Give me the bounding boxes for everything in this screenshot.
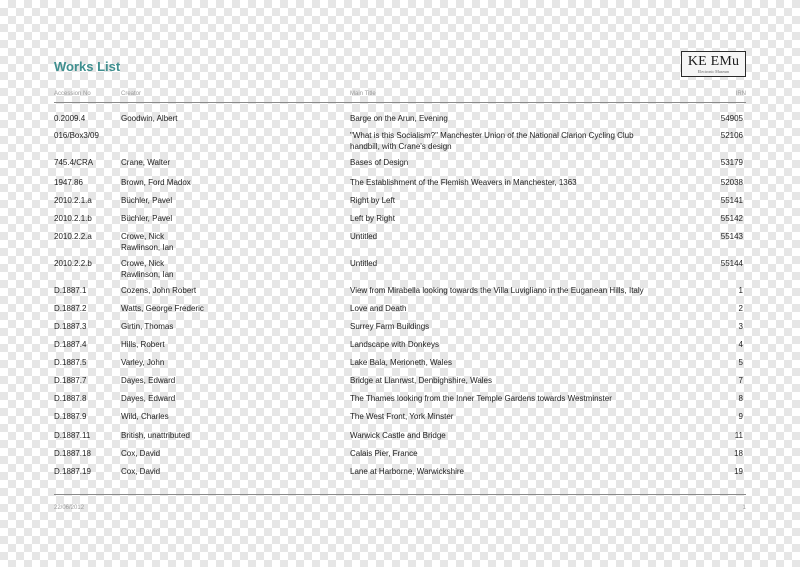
accession-number-cell: 2010.2.1.a <box>54 196 92 205</box>
main-title-cell: Warwick Castle and Bridge <box>350 431 446 440</box>
creator-cell: Rawlinson, Ian <box>121 243 174 252</box>
creator-cell: British, unattributed <box>121 431 190 440</box>
creator-cell: Büchler, Pavel <box>121 214 173 223</box>
irn-cell: 53179 <box>720 158 743 167</box>
irn-cell: 19 <box>734 467 743 476</box>
irn-cell: 2 <box>738 304 743 313</box>
main-title-cell: Lane at Harborne, Warwickshire <box>350 467 464 476</box>
irn-cell: 52038 <box>720 178 743 187</box>
column-header-title: Main Title <box>350 91 376 97</box>
creator-cell: Wild, Charles <box>121 412 169 421</box>
irn-cell: 4 <box>738 340 743 349</box>
main-title-cell: The West Front, York Minster <box>350 412 454 421</box>
page-title: Works List <box>54 59 121 74</box>
creator-cell: Crowe, Nick <box>121 259 165 268</box>
footer-date: 22/06/2012 <box>54 505 85 511</box>
main-title-cell: Barge on the Arun, Evening <box>350 114 448 123</box>
main-title-cell: Right by Left <box>350 196 395 205</box>
main-title-cell: The Thames looking from the Inner Temple Gardens towards Westminster <box>350 394 612 403</box>
irn-cell: 52106 <box>720 131 743 140</box>
irn-cell: 55141 <box>720 196 743 205</box>
creator-cell: Dayes, Edward <box>121 394 176 403</box>
accession-number-cell: D.1887.2 <box>54 304 87 313</box>
accession-number-cell: 0.2009.4 <box>54 114 86 123</box>
accession-number-cell: 2010.2.2.b <box>54 259 92 268</box>
accession-number-cell: D.1887.9 <box>54 412 87 421</box>
irn-cell: 9 <box>738 412 743 421</box>
accession-number-cell: 016/Box3/09 <box>54 131 99 140</box>
creator-cell: Hills, Robert <box>121 340 165 349</box>
accession-number-cell: D.1887.19 <box>54 467 91 476</box>
accession-number-cell: D.1887.4 <box>54 340 87 349</box>
main-title-cell: Love and Death <box>350 304 407 313</box>
creator-cell: Cozens, John Robert <box>121 286 197 295</box>
irn-cell: 5 <box>738 358 743 367</box>
irn-cell: 18 <box>734 449 743 458</box>
creator-cell: Goodwin, Albert <box>121 114 178 123</box>
main-title-cell: Bridge at Llanrwst, Denbighshire, Wales <box>350 376 492 385</box>
creator-cell: Rawlinson, Ian <box>121 270 174 279</box>
creator-cell: Dayes, Edward <box>121 376 176 385</box>
irn-cell: 7 <box>738 376 743 385</box>
main-title-cell: Untitled <box>350 259 378 268</box>
creator-cell: Cox, David <box>121 449 161 458</box>
accession-number-cell: 745.4/CRA <box>54 158 94 167</box>
accession-number-cell: 1947.86 <box>54 178 83 187</box>
main-title-cell: Left by Right <box>350 214 395 223</box>
logo-text: KE EMu <box>687 54 740 69</box>
main-title-cell: Surrey Farm Buildings <box>350 322 430 331</box>
main-title-cell: Untitled <box>350 232 378 241</box>
accession-number-cell: D.1887.3 <box>54 322 87 331</box>
footer-divider <box>54 494 746 495</box>
accession-number-cell: D.1887.1 <box>54 286 87 295</box>
creator-cell: Girtin, Thomas <box>121 322 174 331</box>
accession-number-cell: D.1887.5 <box>54 358 87 367</box>
accession-number-cell: D.1887.7 <box>54 376 87 385</box>
creator-cell: Cox, David <box>121 467 161 476</box>
main-title-cell: Lake Bala, Merioneth, Wales <box>350 358 452 367</box>
column-header-irn: IRN <box>735 91 746 97</box>
footer-page-number: 1 <box>742 505 746 511</box>
logo-subtext: Electronic Museum <box>697 69 730 74</box>
column-header-creator: Creator <box>121 91 142 97</box>
main-title-cell: Bases of Design <box>350 158 409 167</box>
main-title-cell: Calais Pier, France <box>350 449 418 458</box>
main-title-cell: The Establishment of the Flemish Weavers in Manchester, 1363 <box>350 178 577 187</box>
irn-cell: 3 <box>738 322 743 331</box>
irn-cell: 54905 <box>720 114 743 123</box>
creator-cell: Watts, George Frederic <box>121 304 204 313</box>
creator-cell: Büchler, Pavel <box>121 196 173 205</box>
accession-number-cell: D.1887.8 <box>54 394 87 403</box>
creator-cell: Crowe, Nick <box>121 232 165 241</box>
irn-cell: 8 <box>738 394 743 403</box>
creator-cell: Varley, John <box>121 358 165 367</box>
main-title-cell: Landscape with Donkeys <box>350 340 439 349</box>
irn-cell: 1 <box>738 286 743 295</box>
creator-cell: Brown, Ford Madox <box>121 178 191 187</box>
main-title-cell: View from Mirabella looking towards the Villa Luvigliano in the Euganean Hills, Italy <box>350 286 644 295</box>
irn-cell: 55142 <box>720 214 743 223</box>
accession-number-cell: 2010.2.2.a <box>54 232 92 241</box>
irn-cell: 55143 <box>720 232 743 241</box>
accession-number-cell: 2010.2.1.b <box>54 214 92 223</box>
column-header-accession: Accession No <box>54 91 91 97</box>
accession-number-cell: D.1887.18 <box>54 449 91 458</box>
main-title-cell: "What is this Socialism?" Manchester Union of the National Clarion Cycling Club <box>350 131 634 140</box>
main-title-cell: handbill, with Crane's design <box>350 142 452 151</box>
irn-cell: 55144 <box>720 259 743 268</box>
header-divider <box>54 102 746 103</box>
ke-emu-logo <box>681 51 746 77</box>
creator-cell: Crane, Walter <box>121 158 171 167</box>
irn-cell: 11 <box>734 431 743 440</box>
accession-number-cell: D.1887.11 <box>54 431 91 440</box>
